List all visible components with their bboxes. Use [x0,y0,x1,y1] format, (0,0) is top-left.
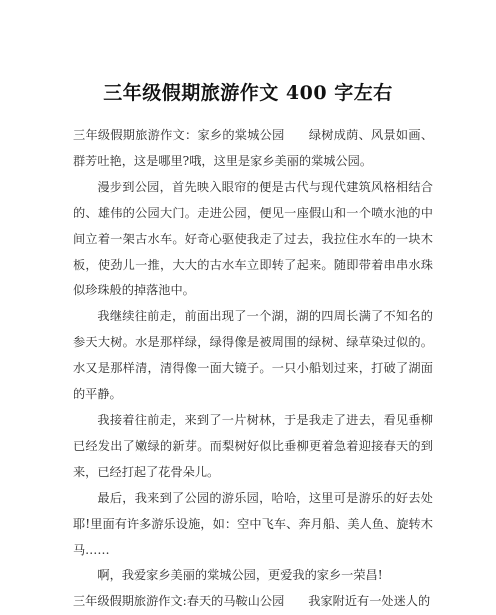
paragraph-next-essay [73,589,433,615]
document-title: 三年级假期旅游作文 400 字左右 [103,82,393,104]
paragraph-lake: 我继续往前走，前面出现了一个湖，湖的四周长满了不知名的参天大树。水是那样绿，绿得像是被周围的绿树、绿草染过似的。水又是那样清，清得像一面大镜子。一只小船划过来，打破了湖面的平静。 [73,309,433,402]
essay-heading: 三年级假期旅游作文：家乡的棠城公园 [73,128,285,142]
essay-heading: 三年级假期旅游作文:春天的马鞍山公园 [73,594,285,609]
paragraph-gate: 漫步到公园，首先映入眼帘的便是古代与现代建筑风格相结合的、雄伟的公园大门。走进公园，便见一座假山和一个喷水池的中间立着一架古水车。好奇心驱使我走了过去，我拉住水车的一块木板，使劲儿一推，大大的古水车立即转了起来。随即带着串串水珠似珍珠般的掉落池中。 [73,179,433,298]
article-body [73,123,433,615]
paragraph-woods: 我接着往前走，来到了一片树林，于是我走了进去，看见垂柳已经发出了嫩绿的新芽。而梨树好似比垂柳更着急着迎接春天的到来，已经打起了花骨朵儿。 [73,412,433,479]
paragraph-text: 我家附近有一处迷人的 [308,594,431,609]
paragraph-playground: 最后，我来到了公园的游乐园，哈哈，这里可是游乐的好去处耶!里面有许多游乐设施，如：空中飞车、奔月船、美人鱼、旋转木马…… [73,490,433,557]
paragraph-text: 绿树成荫、风景如画、群芳吐艳，这是哪里?哦，这里是家乡美丽的棠城公园。 [73,128,434,168]
paragraph-ending: 啊，我爱家乡美丽的棠城公园，更爱我的家乡一荣昌! [97,568,383,583]
paragraph-intro [73,123,433,175]
